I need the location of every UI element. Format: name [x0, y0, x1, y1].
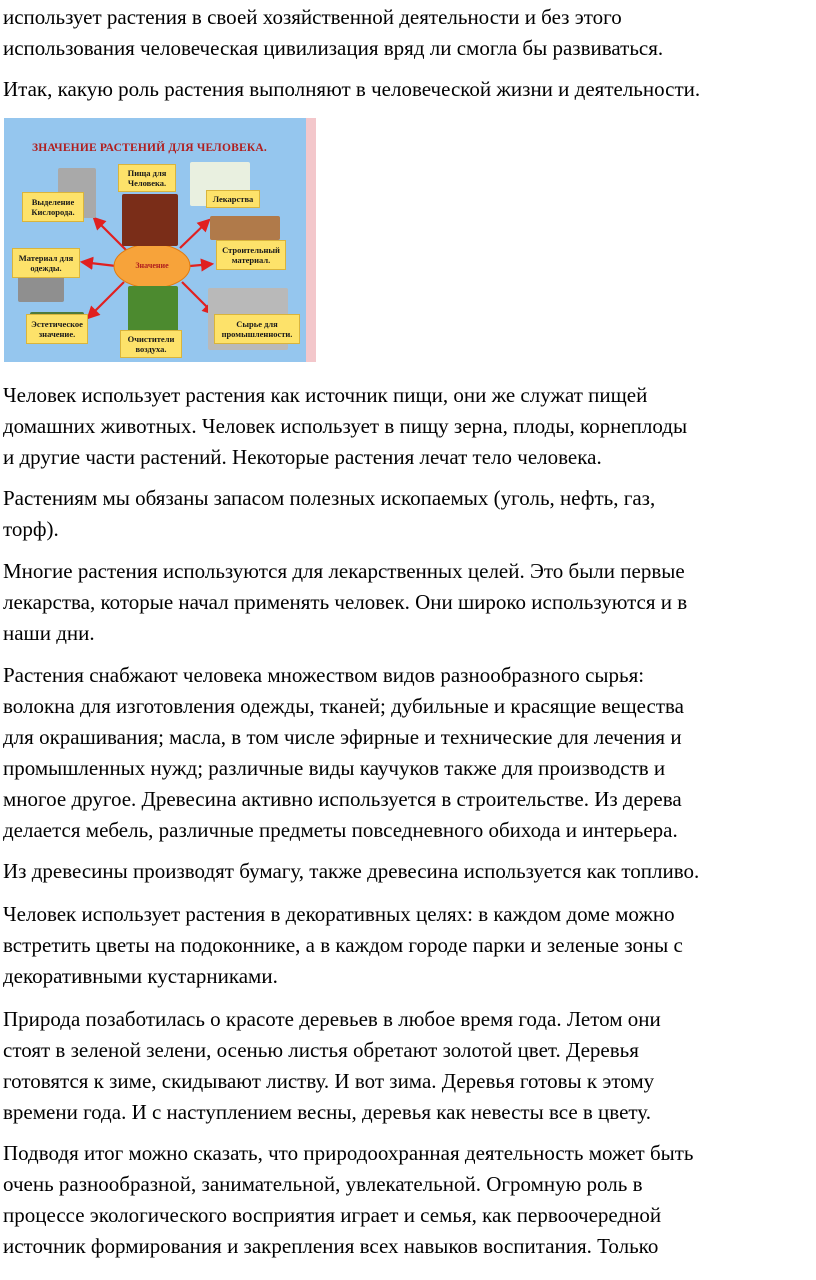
label-clothing: Материал для одежды. — [12, 248, 80, 278]
house-picture — [210, 216, 280, 240]
label-medicine: Лекарства — [206, 190, 260, 208]
text-line: промышленных нужд; различные виды каучуков также для производств и — [3, 756, 666, 780]
text-line: стоят в зеленой зелени, осенью листья обретают золотой цвет. Деревья — [3, 1038, 639, 1062]
arrow-clothing — [82, 262, 116, 266]
text-line: домашних животных. Человек использует в пищу зерна, плоды, корнеплоды — [3, 414, 688, 438]
paragraph-2 — [3, 74, 815, 105]
text-line: торф). — [3, 517, 59, 541]
diagram-title: ЗНАЧЕНИЕ РАСТЕНИЙ ДЛЯ ЧЕЛОВЕКА. — [32, 142, 267, 154]
text-line: декоративными кустарниками. — [3, 964, 278, 988]
text-line: готовятся к зиме, скидывают листву. И вот зима. Деревья готовы к этому — [3, 1069, 655, 1093]
label-food: Пища для Человека. — [118, 164, 176, 192]
paragraph-10 — [3, 1138, 815, 1262]
tree-picture — [128, 286, 178, 332]
text-line: Многие растения используются для лекарственных целей. Это были первые — [3, 559, 685, 583]
center-label: Значение — [135, 261, 169, 270]
text-line: делается мебель, различные предметы повседневного обихода и интерьера. — [3, 818, 678, 842]
plant-importance-diagram — [4, 118, 316, 362]
text-line: встретить цветы на подоконнике, а в каждом городе парки и зеленые зоны с — [3, 933, 683, 957]
text-line: и другие части растений. Некоторые растения лечат тело человека. — [3, 445, 602, 469]
arrow-medicine — [180, 220, 209, 248]
paragraph-7 — [3, 856, 815, 887]
arrow-aesthetic — [88, 282, 124, 318]
text-line: очень разнообразной, занимательной, увлекательной. Огромную роль в — [3, 1172, 643, 1196]
label-oxygen: Выделение Кислорода. — [22, 192, 84, 222]
paragraph-4 — [3, 483, 815, 545]
paragraph-1 — [3, 2, 815, 64]
paragraph-5 — [3, 556, 815, 649]
text-line: Из древесины производят бумагу, также древесина используется как топливо. — [3, 859, 700, 883]
label-air: Очистители воздуха. — [120, 330, 182, 358]
paragraph-9 — [3, 1004, 815, 1128]
food-picture — [122, 194, 178, 246]
paragraph-8 — [3, 899, 815, 992]
text-line: источник формирования и закрепления всех навыков воспитания. Только — [3, 1234, 659, 1258]
text-line: Человек использует растения в декоративных целях: в каждом доме можно — [3, 902, 675, 926]
paragraph-3 — [3, 380, 815, 473]
text-line: Растениям мы обязаны запасом полезных ископаемых (уголь, нефть, газ, — [3, 486, 656, 510]
text-line: многое другое. Древесина активно используется в строительстве. Из дерева — [3, 787, 682, 811]
text-line: Итак, какую роль растения выполняют в человеческой жизни и деятельности. — [3, 77, 701, 101]
paragraph-6 — [3, 660, 815, 846]
text-line: лекарства, которые начал применять человек. Они широко используются и в — [3, 590, 688, 614]
text-line: Растения снабжают человека множеством видов разнообразного сырья: — [3, 663, 645, 687]
text-line: использует растения в своей хозяйственной деятельности и без этого — [3, 5, 622, 29]
text-line: процессе экологического восприятия играет и семья, как первоочередной — [3, 1203, 662, 1227]
label-raw: Сырье для промышленности. — [214, 314, 300, 344]
label-aesthetic: Эстетическое значение. — [26, 314, 88, 344]
arrow-building — [190, 264, 212, 266]
text-line: наши дни. — [3, 621, 95, 645]
text-line: для окрашивания; масла, в том числе эфирные и технические для лечения и — [3, 725, 682, 749]
text-line: Подводя итог можно сказать, что природоохранная деятельность может быть — [3, 1141, 694, 1165]
text-line: Человек использует растения как источник пищи, они же служат пищей — [3, 383, 648, 407]
label-building: Строительный материал. — [216, 240, 286, 270]
text-line: времени года. И с наступлением весны, деревья как невесты все в цвету. — [3, 1100, 651, 1124]
text-line: использования человеческая цивилизация вряд ли смогла бы развиваться. — [3, 36, 664, 60]
text-line: волокна для изготовления одежды, тканей; дубильные и красящие вещества — [3, 694, 684, 718]
text-line: Природа позаботилась о красоте деревьев в любое время года. Летом они — [3, 1007, 661, 1031]
